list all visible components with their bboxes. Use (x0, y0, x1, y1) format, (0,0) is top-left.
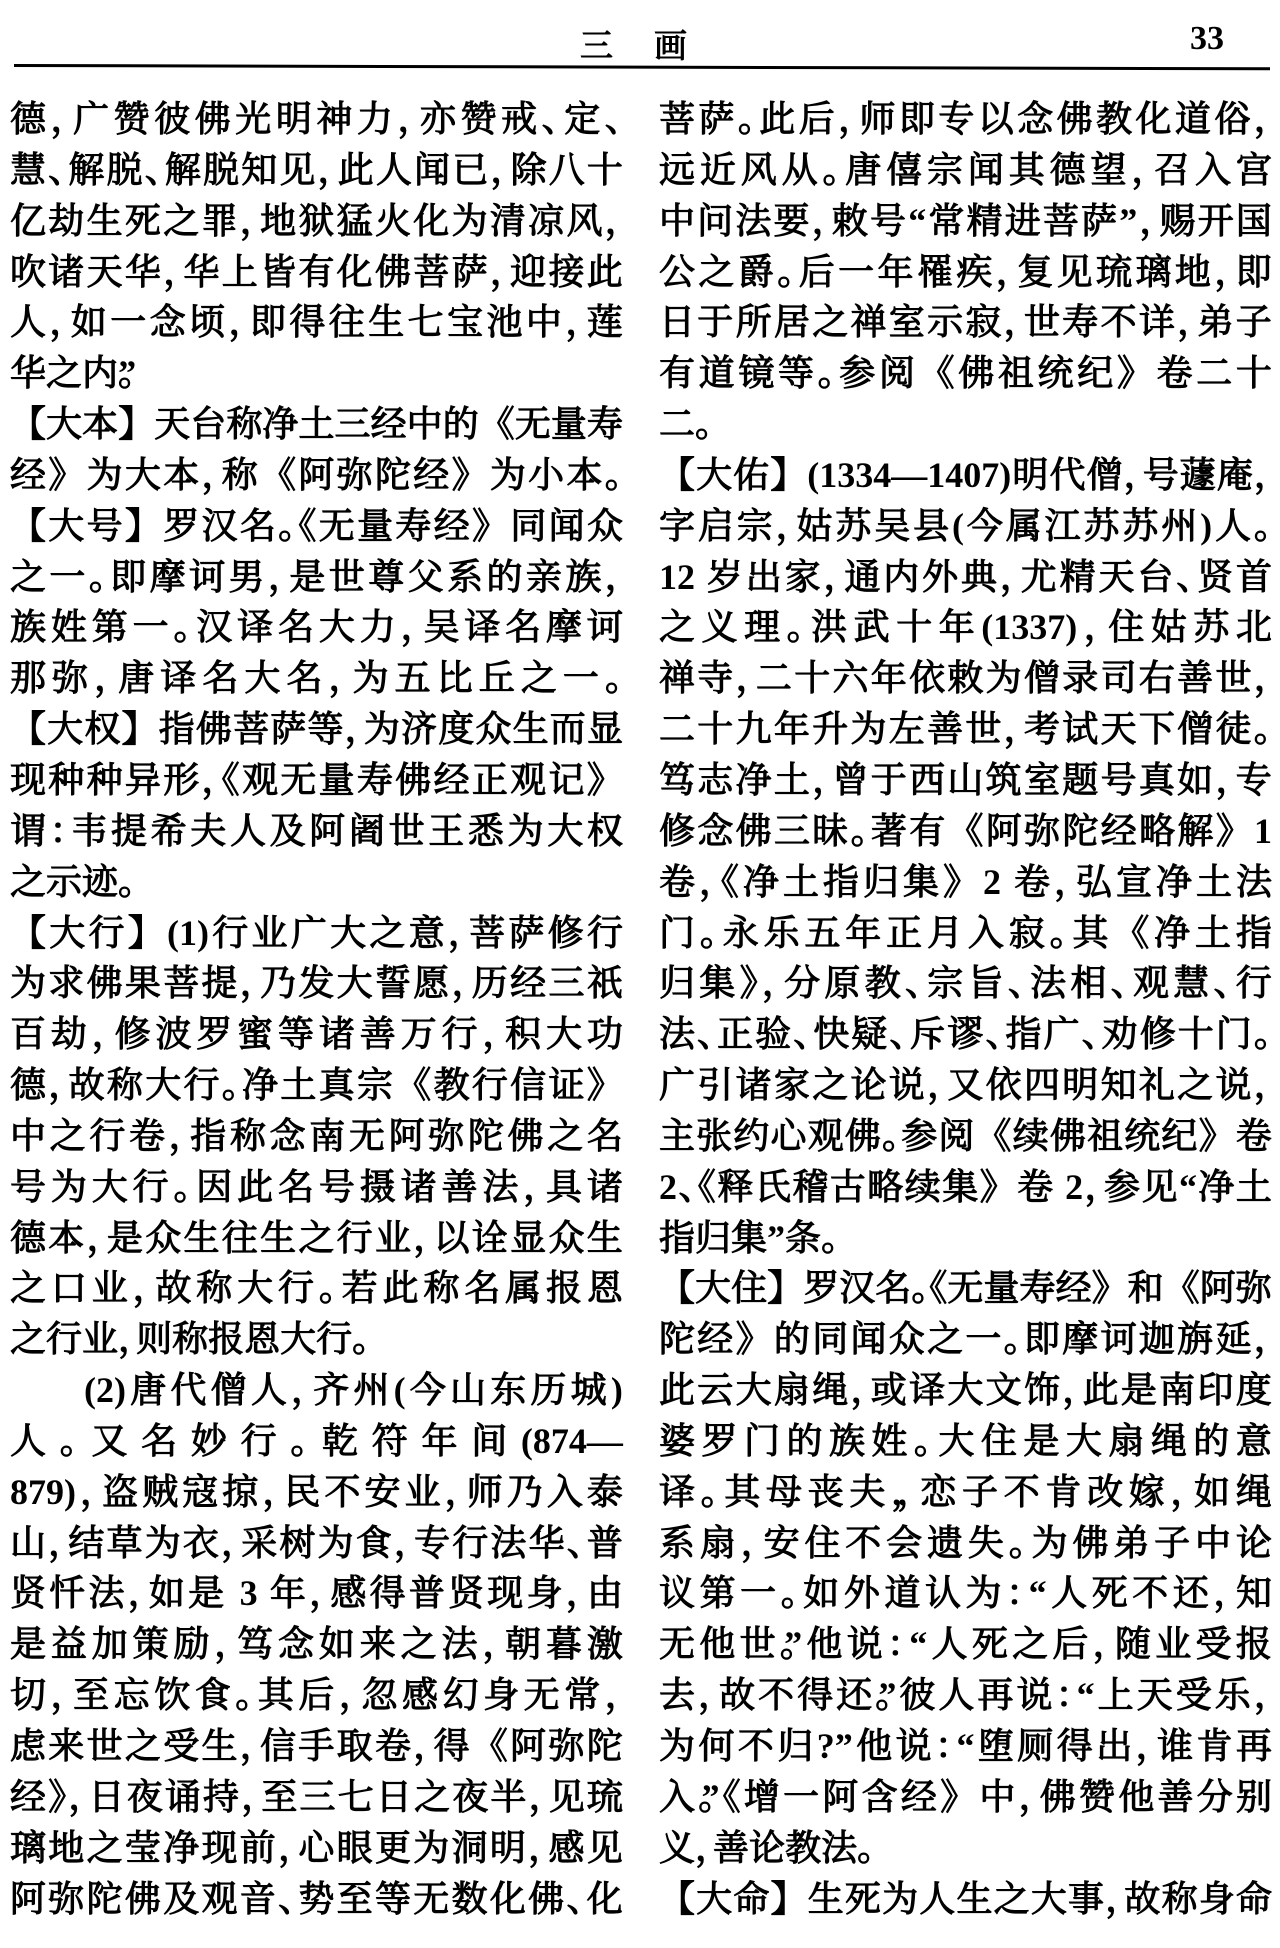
punctuation: ， (604, 556, 623, 597)
page-header (0, 8, 1280, 65)
punctuation: 。 (786, 607, 812, 648)
punctuation: 。 (780, 1573, 804, 1614)
punctuation: ， (1177, 302, 1198, 343)
right-column (659, 94, 1272, 1924)
text-line: 中之行卷，指称念南无阿弥陀佛之名 (10, 1115, 623, 1156)
text-line: 为求佛果菩提，乃发大誓愿，历经三祇 (10, 963, 623, 1004)
punctuation: ， (50, 1675, 74, 1716)
punctuation: ， (413, 1726, 434, 1766)
punctuation: ： (935, 1726, 957, 1766)
text-line: 之义理。洪武十年(1337)，住姑苏北 (659, 607, 1272, 648)
punctuation: ， (239, 963, 261, 1004)
punctuation: ， (604, 1675, 623, 1716)
text-line: 那弥，唐译名大名，为五比丘之一。 (10, 658, 623, 699)
punctuation: ： (886, 1624, 910, 1665)
text-line: 【大本】天台称净土三经中的《无量寿 (10, 404, 623, 446)
text-line: 经》为大本，称《阿弥陀经》为小本。 (10, 454, 623, 495)
punctuation: ， (528, 1827, 549, 1868)
punctuation: 、 (889, 1014, 910, 1055)
punctuation: ， (1018, 1776, 1040, 1817)
punctuation: 。 (59, 1420, 92, 1461)
text-line: 之一。即摩诃男，是世尊父系的亲族， (10, 556, 623, 597)
punctuation: ， (523, 1166, 547, 1207)
text-line: 现种种异形，《观无量寿佛经正观记》 (10, 759, 623, 800)
text-line: 慧、解脱、解脱知见，此人闻已，除八十 (10, 149, 623, 190)
punctuation: ， (50, 99, 74, 139)
text-line: 百劫，修波罗蜜等诸善万行，积大功 (10, 1014, 623, 1055)
punctuation: 。 (777, 251, 799, 292)
text-line: 虑来世之受生，信手取卷，得《阿弥陀 (10, 1726, 623, 1766)
text-line: 笃志净土，曾于西山筑室题号真如，专 (659, 759, 1272, 800)
punctuation: ， (482, 1014, 506, 1055)
punctuation: ， (86, 1217, 107, 1258)
text-line: 二。 (659, 404, 714, 445)
text-line: 之行业，则称报恩大行。 (10, 1319, 371, 1360)
text-line: 禅寺，二十六年依敕为僧录司右善世， (659, 658, 1272, 699)
text-line: 山，结草为衣，采树为食，专行法华、普 (10, 1522, 623, 1563)
punctuation: ： (1006, 1573, 1029, 1614)
punctuation: ， (317, 149, 338, 190)
punctuation: ， (328, 658, 353, 699)
punctuation: 。 (822, 149, 846, 190)
punctuation: 。 (911, 1268, 930, 1309)
punctuation: ， (1062, 1370, 1083, 1411)
punctuation: ， (1253, 658, 1272, 699)
punctuation: ： (1055, 1675, 1077, 1716)
punctuation: ， (262, 1471, 285, 1512)
punctuation: ， (1213, 1573, 1236, 1614)
punctuation: 。 (850, 810, 871, 851)
punctuation: ， (393, 1522, 415, 1563)
text-line: 切，至忘饮食。其后，忽感幻身无常， (10, 1675, 623, 1716)
text-line: 有道镜等。参阅《佛祖统纪》卷二十 (659, 353, 1272, 394)
punctuation: ， (1053, 861, 1076, 902)
text-line: 德，故称大行。净土真宗《教行信证》 (10, 1065, 623, 1106)
text-line: 人，如一念顷，即得往生七宝池中，莲 (10, 302, 623, 343)
text-line: 之示迹。 (10, 861, 137, 902)
punctuation: 。 (698, 1776, 702, 1817)
text-line: 二十九年升为左善世，考试天下僧徒。 (659, 709, 1272, 750)
punctuation: ， (1077, 607, 1109, 648)
punctuation: 、 (793, 1014, 814, 1055)
text-line: 【大权】指佛菩萨等，为济度众生而显 (10, 709, 623, 751)
punctuation: ， (735, 658, 756, 699)
punctuation: ， (1123, 454, 1143, 495)
punctuation: 、 (144, 149, 165, 190)
punctuation: ， (565, 302, 587, 343)
punctuation: ， (400, 607, 424, 648)
punctuation: 。 (737, 99, 760, 139)
text-line: 【大佑】(1334—1407)明代僧，号蘧庵， (659, 454, 1272, 496)
punctuation: ， (118, 1319, 137, 1360)
punctuation: 、 (1081, 1014, 1102, 1055)
text-line: 卷，《净土指归集》2 卷，弘宣净土法 (659, 861, 1272, 902)
punctuation: 、 (677, 1166, 698, 1207)
entry-headword: 【大命】 (659, 1878, 808, 1920)
text-line: 贤忏法，如是 3 年，感得普贤现身，由 (10, 1573, 623, 1614)
punctuation: 。 (118, 861, 137, 902)
punctuation: ， (201, 759, 222, 800)
text-line: 吹诸天华，华上皆有化佛菩萨，迎接此 (10, 251, 623, 292)
punctuation: ， (999, 556, 1021, 597)
punctuation: ， (604, 200, 623, 241)
punctuation: ， (397, 99, 421, 139)
punctuation: 。 (173, 1166, 197, 1207)
punctuation: ， (812, 759, 833, 800)
text-line: 陀经》的同闻众之一。即摩诃迦旃延， (659, 1319, 1272, 1360)
punctuation: ， (896, 1471, 921, 1512)
punctuation: ， (823, 556, 845, 597)
punctuation: ， (49, 302, 71, 343)
punctuation: 、 (697, 1014, 718, 1055)
punctuation: ， (239, 1726, 261, 1766)
punctuation: 。 (1253, 1014, 1272, 1055)
punctuation: ： (49, 810, 72, 851)
text-line: 2、《释氏稽古略续集》卷 2，参见“净土 (659, 1166, 1272, 1207)
entry-headword: 【大住】 (659, 1268, 804, 1310)
punctuation: ， (698, 1675, 720, 1716)
text-line: 字启宗，姑苏吴县(今属江苏苏州)人。 (659, 505, 1272, 546)
text-line: 为何不归?”他说：“堕厕得出，谁肯再 (659, 1726, 1272, 1766)
punctuation: ， (127, 1573, 149, 1614)
punctuation: 。 (1008, 1522, 1032, 1563)
punctuation: ， (239, 200, 261, 241)
header-rule (14, 64, 1270, 70)
punctuation: 、 (278, 1878, 299, 1919)
punctuation: 、 (604, 99, 623, 139)
punctuation: 。 (913, 1420, 939, 1461)
text-line: 879)，盗贼寇掠，民不安业，师乃入泰 (10, 1471, 623, 1512)
text-line: 议第一。如外道认为：“人死不还，知 (659, 1573, 1272, 1614)
punctuation: 、 (1110, 963, 1133, 1004)
punctuation: ， (221, 1522, 242, 1563)
punctuation: ， (48, 1522, 69, 1563)
punctuation: ， (91, 1014, 115, 1055)
punctuation: 、 (985, 1014, 1006, 1055)
text-line: 德本，是众生往生之行业，以诠显众生 (10, 1217, 623, 1258)
text-line: 婆罗门的族姓。大住是大扇绳的意 (659, 1420, 1272, 1461)
punctuation: ， (48, 1065, 69, 1106)
text-line: 亿劫生死之罪，地狱猛火化为清凉风， (10, 200, 623, 241)
text-line: 中问法要，敕号“常精进菩萨”，赐开国 (659, 200, 1272, 241)
punctuation: ， (267, 556, 290, 597)
punctuation: 。 (604, 454, 623, 495)
punctuation: 。 (1003, 1319, 1024, 1360)
text-line: 族姓第一。汉译名大力，吴译名摩诃 (10, 607, 623, 648)
entry-headword: 【大佑】 (659, 454, 808, 496)
text-line: 指归集”条。 (659, 1217, 840, 1258)
punctuation: ， (891, 1471, 897, 1512)
punctuation: ， (489, 251, 511, 292)
punctuation: ， (413, 1217, 434, 1258)
text-line: 璃地之莹净现前，心眼更为洞明，感见 (10, 1827, 623, 1868)
text-line: 入。”《增一阿含经》中，佛赞他善分别 (659, 1776, 1272, 1817)
text-line: 日于所居之禅室示寂，世寿不详，弟子 (659, 302, 1272, 343)
punctuation: 。 (1049, 912, 1073, 953)
text-line: 远近风从。唐僖宗闻其德望，召入宫 (659, 149, 1272, 190)
punctuation: ， (528, 1776, 549, 1817)
text-line: 经》，日夜诵持，至三七日之夜半，见琉 (10, 1776, 623, 1817)
text-line: 系扇，安住不会遗失。为佛弟子中论 (659, 1522, 1272, 1563)
text-line: 【大住】罗汉名。《无量寿经》和《阿弥 (659, 1268, 1272, 1310)
punctuation: ， (995, 251, 1018, 292)
punctuation: ， (344, 709, 364, 750)
text-line: 主张约心观佛。参阅《续佛祖统纪》卷 (659, 1115, 1272, 1156)
punctuation: ， (1253, 1319, 1272, 1360)
punctuation: 。 (699, 912, 723, 953)
punctuation: 。 (221, 1065, 243, 1106)
punctuation: ， (309, 1573, 331, 1614)
text-line: 号为大行。因此名号摄诸善法，具诸 (10, 1166, 623, 1207)
punctuation: ， (228, 302, 250, 343)
punctuation: 、 (541, 99, 565, 139)
punctuation: ， (94, 658, 119, 699)
punctuation: ， (451, 963, 472, 1004)
text-line: 菩萨。此后，师即专以念佛教化道俗， (659, 99, 1272, 139)
punctuation: ， (565, 1573, 587, 1614)
punctuation: 。 (882, 1115, 902, 1156)
punctuation: ， (214, 1624, 238, 1665)
punctuation: 。 (278, 505, 299, 546)
text-line: (2)唐代僧人，齐州(今山东历城) (84, 1370, 623, 1411)
punctuation: 、 (566, 1522, 587, 1563)
punctuation: 。 (290, 1420, 323, 1461)
punctuation: 。 (695, 404, 714, 445)
text-line: 【大行】(1)行业广大之意，菩萨修行 (10, 912, 623, 954)
entry-headword: 【大权】 (10, 709, 159, 751)
punctuation: ， (68, 1776, 89, 1817)
punctuation: 。 (604, 658, 623, 699)
text-line: 修念佛三昧。著有《阿弥陀经略解》1 (659, 810, 1272, 851)
punctuation: 、 (566, 1878, 587, 1919)
text-line: 谓：韦提希夫人及阿阇世王悉为大权 (10, 810, 623, 851)
punctuation: ， (1215, 759, 1236, 800)
punctuation: 。 (875, 1675, 879, 1716)
punctuation: 。 (173, 607, 197, 648)
text-line: 义，善论教法。 (659, 1827, 876, 1868)
text-line: 华之内。” (10, 353, 137, 394)
text-line: 门。永乐五年正月入寂。其《净土指 (659, 912, 1272, 953)
punctuation: ， (338, 1675, 362, 1716)
punctuation: 、 (48, 149, 69, 190)
page-number: 33 (1190, 20, 1224, 57)
punctuation: ， (740, 1522, 764, 1563)
punctuation: ， (1092, 1624, 1115, 1665)
punctuation: ， (76, 1471, 103, 1512)
punctuation: ， (927, 1065, 948, 1106)
text-line: 归集》，分原教、宗旨、法相、观慧、行 (659, 963, 1272, 1004)
text-line: 法、正验、快疑、斥谬、指广、劝修十门。 (659, 1014, 1272, 1055)
punctuation: ， (168, 1115, 191, 1156)
punctuation: ， (699, 861, 721, 902)
punctuation: 。 (700, 1471, 725, 1512)
punctuation: ， (1214, 251, 1236, 292)
text-line: 12 岁出家，通内外典，尤精天台、贤首 (659, 556, 1272, 597)
punctuation: ， (447, 912, 470, 953)
text-columns (10, 94, 1272, 1924)
punctuation: ， (482, 1624, 506, 1665)
punctuation: ， (850, 1370, 871, 1411)
punctuation: ， (201, 454, 222, 495)
punctuation: ， (163, 251, 184, 292)
punctuation: ， (241, 1776, 262, 1817)
punctuation: ， (1003, 302, 1024, 343)
punctuation: 、 (1007, 963, 1031, 1004)
punctuation: ， (775, 505, 797, 546)
text-line: 德，广赞彼佛光明神力，亦赞戒、定、 (10, 99, 623, 139)
text-line: 之口业，故称大行。若此称名属报恩 (10, 1268, 623, 1309)
punctuation: 。 (1253, 709, 1272, 750)
text-line: 去，故不得还。”彼人再说：“上天受乐， (659, 1675, 1272, 1716)
left-column (10, 94, 623, 1924)
text-line: 无他世。”他说：“人死之后，随业受报 (659, 1624, 1272, 1665)
punctuation: 、 (904, 963, 928, 1004)
punctuation: ， (811, 200, 832, 241)
punctuation: ， (444, 1471, 467, 1512)
punctuation: 。 (821, 1217, 840, 1258)
punctuation: ， (291, 1370, 314, 1411)
text-line: 广引诸家之论说，又依四明知礼之说， (659, 1065, 1272, 1106)
entry-headword: 【大本】 (10, 404, 155, 446)
punctuation: ， (1105, 1878, 1125, 1919)
text-line: 此云大扇绳，或译大文饰，此是南印度 (659, 1370, 1272, 1411)
punctuation: ， (838, 99, 860, 139)
punctuation: ， (1135, 1726, 1158, 1766)
text-line: 【大号】罗汉名。《无量寿经》同闻众 (10, 505, 623, 547)
punctuation: 。 (88, 556, 111, 597)
section-title: 三 画 (580, 29, 692, 65)
punctuation: 。 (352, 1319, 371, 1360)
text-line: 译。其母丧夫，，恋子不肯改嫁，如绳 (659, 1471, 1272, 1512)
entry-headword: 【大行】 (10, 912, 168, 954)
punctuation: 。 (1253, 505, 1272, 546)
punctuation: ， (1003, 709, 1024, 750)
entry-headword: 【大号】 (10, 505, 164, 547)
punctuation: ， (1170, 1471, 1195, 1512)
text-line: 【大命】生死为人生之大事，故称身命 (659, 1878, 1272, 1920)
punctuation: ， (1131, 149, 1155, 190)
text-line: 阿弥陀佛及观音、势至等无数化佛、化 (10, 1878, 623, 1919)
punctuation: ， (132, 1268, 156, 1309)
punctuation: 。 (779, 1624, 785, 1665)
punctuation: 、 (1176, 556, 1198, 597)
punctuation: 、 (1213, 963, 1236, 1004)
punctuation: ， (1253, 454, 1272, 495)
punctuation: ， (695, 1827, 714, 1868)
punctuation: ， (1253, 1675, 1272, 1716)
punctuation: ， (1253, 1065, 1272, 1106)
text-line: 是益加策励，笃念如来之法，朝暮激 (10, 1624, 623, 1665)
punctuation: ， (1083, 1166, 1104, 1207)
text-line: 公之爵。后一年罹疾，复见琉璃地，即 (659, 251, 1272, 292)
punctuation: ， (1253, 99, 1272, 139)
punctuation: ， (761, 963, 785, 1004)
punctuation: ， (278, 1827, 299, 1868)
text-line: 人。又名妙行。乾符年间(874— (10, 1420, 623, 1461)
punctuation: 。 (318, 1268, 342, 1309)
punctuation: 。 (817, 353, 840, 394)
punctuation: 。 (235, 1675, 258, 1716)
punctuation: 。 (857, 1827, 876, 1868)
punctuation: ， (490, 149, 511, 190)
punctuation: ， (1137, 200, 1160, 241)
